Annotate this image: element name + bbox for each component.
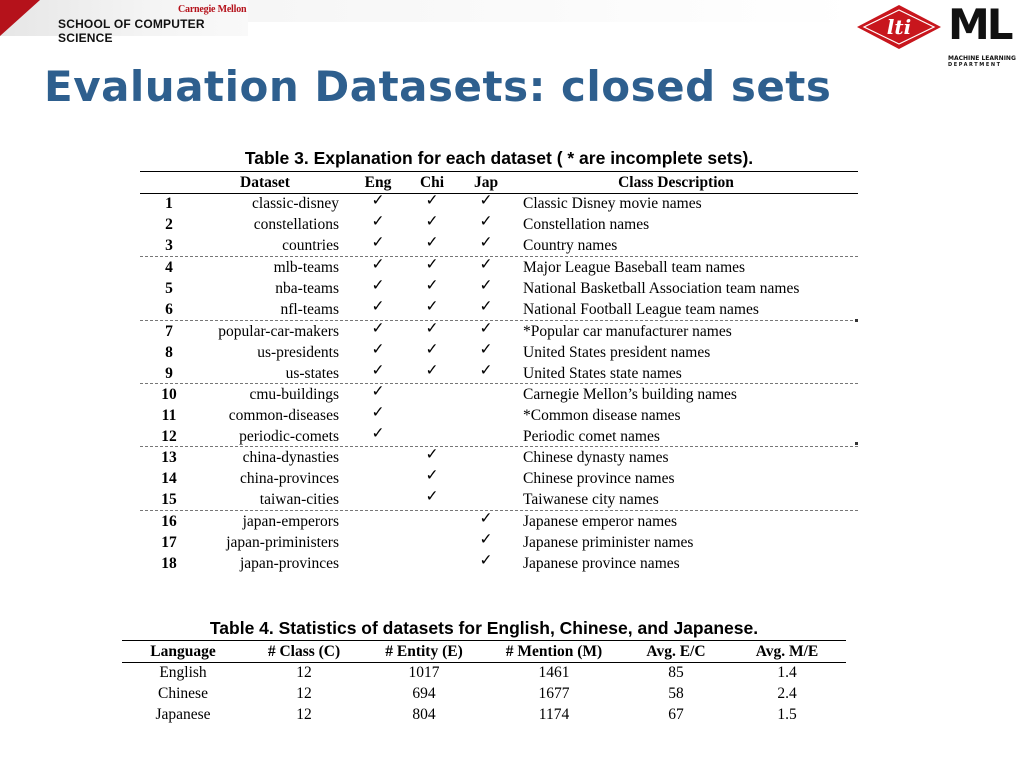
table3-dataset-name: classic-disney: [252, 195, 339, 212]
table3-row-number: 11: [161, 407, 177, 424]
table3-dataset-name: us-presidents: [257, 344, 339, 361]
table4-cell-language: Chinese: [158, 685, 208, 702]
table3-caption: Table 3. Explanation for each dataset ( * are incomplete sets).: [244, 148, 754, 168]
table4-header-class-count: # Class (C): [267, 643, 341, 660]
table3-class-description: Japanese emperor names: [523, 513, 678, 530]
cmu-scs-banner: [0, 0, 248, 45]
checkmark-icon: ✓: [479, 256, 493, 273]
banner-red-corner: [0, 0, 40, 36]
table3-row-number: 5: [165, 280, 173, 297]
table3-class-description: Taiwanese city names: [523, 491, 659, 508]
checkmark-icon: ✓: [425, 192, 439, 209]
table3-class-description: Chinese dynasty names: [523, 449, 669, 466]
table4-cell-avg-m-per-e: 2.4: [777, 685, 797, 702]
table3-row-number: 12: [161, 428, 177, 445]
checkmark-icon: ✓: [425, 446, 439, 463]
table3-row-number: 13: [161, 449, 177, 466]
table3-row-number: 4: [165, 259, 173, 276]
group-divider: [140, 446, 858, 447]
checkmark-icon: ✓: [425, 256, 439, 273]
table3-dataset-name: mlb-teams: [273, 259, 339, 276]
table3-dataset-name: taiwan-cities: [259, 491, 339, 508]
checkmark-icon: ✓: [425, 467, 439, 484]
table3-class-description: National Football League team names: [523, 301, 759, 318]
table4-caption: Table 4. Statistics of datasets for English, Chinese, and Japanese.: [209, 618, 759, 638]
table3-header-chi: Chi: [419, 174, 445, 191]
table3-dataset-name: china-dynasties: [242, 449, 339, 466]
table4-cell-avg-m-per-e: 1.5: [777, 706, 797, 723]
checkmark-icon: ✓: [371, 404, 385, 421]
checkmark-icon: ✓: [371, 341, 385, 358]
table4-cell-mention-count: 1461: [538, 664, 570, 681]
table3-class-description: Japanese priminister names: [523, 534, 694, 551]
ml-logo-letters: ML: [948, 0, 1011, 49]
checkmark-icon: ✓: [425, 341, 439, 358]
table4-cell-avg-e-per-c: 67: [668, 706, 684, 723]
checkmark-icon: ✓: [425, 234, 439, 251]
table3-row-number: 8: [165, 344, 173, 361]
table3-class-description: National Basketball Association team names: [523, 280, 800, 297]
table4-cell-class-count: 12: [296, 706, 312, 723]
checkmark-icon: ✓: [479, 552, 493, 569]
stray-dot: [855, 319, 858, 322]
table3-class-description: Periodic comet names: [523, 428, 660, 445]
table4-cell-entity-count: 1017: [408, 664, 440, 681]
table3-row-number: 2: [165, 216, 173, 233]
table4-header-language: Language: [150, 643, 216, 660]
table4-cell-mention-count: 1174: [538, 706, 570, 723]
table4-top-rule: [122, 640, 846, 641]
checkmark-icon: ✓: [479, 234, 493, 251]
table3-dataset-name: japan-emperors: [242, 513, 339, 530]
svg-text:lti: lti: [886, 15, 912, 39]
table3-row-number: 6: [165, 301, 173, 318]
ml-department-logo: [944, 2, 1020, 68]
table3-class-description: Classic Disney movie names: [523, 195, 702, 212]
table3-dataset-name: constellations: [253, 216, 339, 233]
table4-cell-class-count: 12: [296, 685, 312, 702]
header-fade: [248, 0, 858, 22]
checkmark-icon: ✓: [479, 320, 493, 337]
checkmark-icon: ✓: [425, 362, 439, 379]
stray-dot: [855, 442, 858, 445]
checkmark-icon: ✓: [479, 510, 493, 527]
table3-row-number: 7: [165, 323, 173, 340]
table4-header-avg-e-per-c: Avg. E/C: [646, 643, 706, 660]
table3-dataset-name: countries: [282, 237, 339, 254]
table3-row-number: 1: [165, 195, 173, 212]
checkmark-icon: ✓: [371, 256, 385, 273]
table3-class-description: Country names: [523, 237, 618, 254]
checkmark-icon: ✓: [479, 298, 493, 315]
table3-row-number: 9: [165, 365, 173, 382]
slide-title: Evaluation Datasets: closed sets: [44, 62, 832, 111]
table3-row-number: 3: [165, 237, 173, 254]
university-name: Carnegie Mellon: [178, 4, 247, 15]
table3-row-number: 10: [161, 386, 177, 403]
checkmark-icon: ✓: [371, 213, 385, 230]
table3-dataset-name: nfl-teams: [280, 301, 339, 318]
school-name: SCHOOL OF COMPUTER SCIENCE: [58, 17, 205, 45]
checkmark-icon: ✓: [479, 277, 493, 294]
checkmark-icon: ✓: [479, 341, 493, 358]
table4-cell-entity-count: 804: [412, 706, 436, 723]
table3-class-description: *Popular car manufacturer names: [523, 323, 732, 340]
table4-header-avg-m-per-e: Avg. M/E: [755, 643, 819, 660]
table3-row-number: 17: [161, 534, 177, 551]
ml-logo-line2: DEPARTMENT: [948, 62, 1002, 68]
checkmark-icon: ✓: [425, 213, 439, 230]
table3-class-description: Carnegie Mellon’s building names: [523, 386, 737, 403]
checkmark-icon: ✓: [425, 320, 439, 337]
table4-cell-language: Japanese: [155, 706, 211, 723]
table3-dataset-name: popular-car-makers: [218, 323, 339, 340]
table4-cell-class-count: 12: [296, 664, 312, 681]
table3-class-description: Japanese province names: [523, 555, 680, 572]
table3-dataset-name: japan-priministers: [226, 534, 339, 551]
table3-class-description: United States state names: [523, 365, 682, 382]
table3-dataset-name: china-provinces: [240, 470, 339, 487]
table3-header-description: Class Description: [618, 174, 734, 191]
table4-cell-avg-m-per-e: 1.4: [777, 664, 797, 681]
table4-cell-entity-count: 694: [412, 685, 436, 702]
group-divider: [140, 383, 858, 384]
table3-row-number: 16: [161, 513, 177, 530]
table3-class-description: Constellation names: [523, 216, 650, 233]
table3-class-description: United States president names: [523, 344, 711, 361]
checkmark-icon: ✓: [371, 234, 385, 251]
checkmark-icon: ✓: [371, 320, 385, 337]
table3-class-description: Major League Baseball team names: [523, 259, 746, 276]
checkmark-icon: ✓: [371, 298, 385, 315]
table3-row-number: 15: [161, 491, 177, 508]
checkmark-icon: ✓: [425, 298, 439, 315]
checkmark-icon: ✓: [479, 192, 493, 209]
table4-header-entity-count: # Entity (E): [385, 643, 463, 660]
table3-dataset-name: us-states: [285, 365, 339, 382]
table3-dataset-name: nba-teams: [275, 280, 339, 297]
checkmark-icon: ✓: [371, 383, 385, 400]
checkmark-icon: ✓: [425, 277, 439, 294]
table3-class-description: Chinese province names: [523, 470, 675, 487]
checkmark-icon: ✓: [479, 362, 493, 379]
lti-logo: [856, 4, 942, 50]
checkmark-icon: ✓: [371, 192, 385, 209]
table4-cell-avg-e-per-c: 85: [668, 664, 684, 681]
table3-row-number: 18: [161, 555, 177, 572]
table3-dataset-name: periodic-comets: [239, 428, 339, 445]
table4-header-mention-count: # Mention (M): [505, 643, 603, 660]
checkmark-icon: ✓: [479, 531, 493, 548]
table3-row-number: 14: [161, 470, 177, 487]
table4-cell-mention-count: 1677: [538, 685, 570, 702]
ml-logo-line1: MACHINE LEARNING: [948, 55, 1016, 62]
table3-top-rule: [140, 171, 858, 172]
checkmark-icon: ✓: [371, 362, 385, 379]
table3-header-dataset: Dataset: [240, 174, 290, 191]
checkmark-icon: ✓: [371, 425, 385, 442]
table3-header-eng: Eng: [364, 174, 392, 191]
table4-cell-avg-e-per-c: 58: [668, 685, 684, 702]
checkmark-icon: ✓: [425, 488, 439, 505]
table3-class-description: *Common disease names: [523, 407, 681, 424]
table3-dataset-name: common-diseases: [228, 407, 339, 424]
table3-header-jap: Jap: [473, 174, 499, 191]
table3-dataset-name: japan-provinces: [240, 555, 339, 572]
table4-cell-language: English: [159, 664, 207, 681]
checkmark-icon: ✓: [371, 277, 385, 294]
checkmark-icon: ✓: [479, 213, 493, 230]
table3-dataset-name: cmu-buildings: [249, 386, 339, 403]
